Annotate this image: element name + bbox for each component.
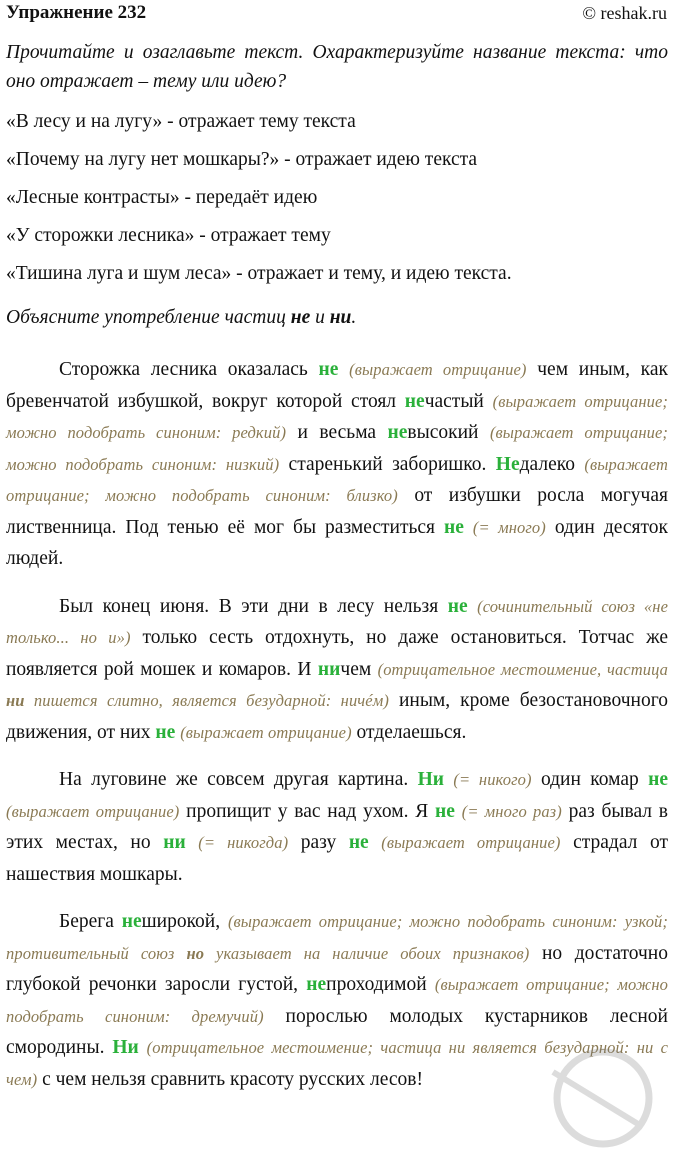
explanation-note: (выражает отрицание; можно подобрать синоним: близко): [6, 454, 668, 505]
explanation-note: (= никого): [453, 770, 532, 789]
particle-ne: не: [155, 721, 176, 743]
paragraph-2: Был конец июня. В эти дни в лесу нельзя не (сочинительный союз «не только... но и») только сесть отдохнуть, но даже остановиться. Тотчас же появляется рой мошек и комаров. И ничем (отрицательное местоимение, частица ни пишется слитно, является безударной: ничéм) иным, кроме безостановочного движения, от них не (выражает отрицание) отделаешься.: [6, 595, 669, 743]
particle-ne: Не: [495, 453, 520, 475]
task-instruction-particles: Объясните употребление частиц не и ни.: [6, 307, 357, 328]
explanation-note: (выражает отрицание): [381, 833, 561, 852]
particle-ni: Ни: [112, 1037, 139, 1058]
answer-title-5: «Тишина луга и шум леса» - отражает и тему, и идею текста.: [6, 263, 512, 284]
explanation-note: (выражает отрицание): [180, 722, 352, 742]
particle-ni: Ни: [417, 769, 445, 790]
particle-ne: не: [404, 390, 425, 412]
particle-ne: не: [435, 800, 455, 822]
explanation-note: (выражает отрицание; можно подобрать синоним: низкий): [6, 423, 668, 474]
task-instruction: Прочитайте и озаглавьте текст. Охарактеризуйте название текста: что оно отражает – тему или идею?: [6, 42, 668, 92]
exercise-title: Упражнение 232: [6, 2, 147, 23]
explanation-note: (= много раз): [461, 801, 562, 821]
particle-ne: не: [348, 832, 369, 853]
particle-ni: ни: [163, 832, 186, 853]
particle-ni: ни: [317, 658, 341, 680]
particle-ne: не: [648, 769, 668, 790]
explanation-note: (отрицательное местоимение; частица ни является безударной: ни с чем): [6, 1038, 669, 1089]
watermark-logo: [533, 1032, 663, 1152]
explanation-note: (= никогда): [198, 833, 289, 852]
explanation-note: (выражает отрицание): [6, 801, 180, 821]
answer-title-1: «В лесу и на лугу» - отражает тему текста: [6, 111, 356, 132]
explanation-note: (отрицательное местоимение, частица ни пишется слитно, является безударной: ничéм): [6, 659, 668, 710]
explanation-note: (= много): [472, 517, 546, 537]
explanation-note: (сочинительный союз «не только... но и»): [6, 596, 668, 647]
explanation-note: (выражает отрицание; можно подобрать синоним: дремучий): [6, 975, 669, 1026]
source-label: © reshak.ru: [582, 2, 667, 23]
particle-ne: не: [306, 974, 327, 995]
explanation-note: (выражает отрицание; можно подобрать синоним: редкий): [6, 391, 668, 442]
particle-ne: не: [318, 359, 339, 380]
answer-title-2: «Почему на лугу нет мошкары?» - отражает идею текста: [6, 149, 478, 170]
particle-ne: не: [387, 422, 408, 443]
particle-ne: не: [121, 911, 142, 932]
particle-ne: не: [444, 516, 464, 538]
explanation-note: (выражает отрицание): [349, 360, 527, 379]
particle-ne: не: [447, 595, 468, 617]
paragraph-4: Берега неширокой, (выражает отрицание; можно подобрать синоним: узкой; противительный союз но указывает на наличие обоих признаков) но достаточно глубокой речонки заросли густой, непроходимой (выражает отрицание; можно подобрать синоним: дремучий) порослью молодых кустарников лесной смородины. Ни (отрицательное местоимение; частица ни является безударной: ни с чем) с чем нельзя сравнить красоту русских лесов!: [6, 911, 669, 1090]
paragraph-1: Сторожка лесника оказалась не (выражает отрицание) чем иным, как бревенчатой избушкой, вокруг которой стоял нечастый (выражает отрицание; можно подобрать синоним: редкий) и весьма невысокий (выражает отрицание; можно подобрать синоним: низкий) старенький заборишко. Недалеко (выражает отрицание; можно подобрать синоним: близко) от избушки росла могучая лиственница. Под тенью её мог бы разместиться не (= много) один десяток людей.: [6, 359, 668, 569]
paragraph-3: На луговине же совсем другая картина. Ни (= никого) один комар не (выражает отрицание) пропищит у вас над ухом. Я не (= много раз) раз бывал в этих местах, но ни (= никогда) разу не (выражает отрицание) страдал от нашествия мошкары.: [6, 769, 669, 885]
explanation-note: (выражает отрицание; можно подобрать синоним: узкой; противительный союз но указывает на наличие обоих признаков): [6, 912, 668, 963]
exercise-content: [6, 38, 668, 1095]
page-header: [6, 0, 667, 26]
answer-title-4: «У сторожки лесника» - отражает тему: [6, 225, 331, 246]
answer-title-3: «Лесные контрасты» - передаёт идею: [6, 187, 318, 208]
